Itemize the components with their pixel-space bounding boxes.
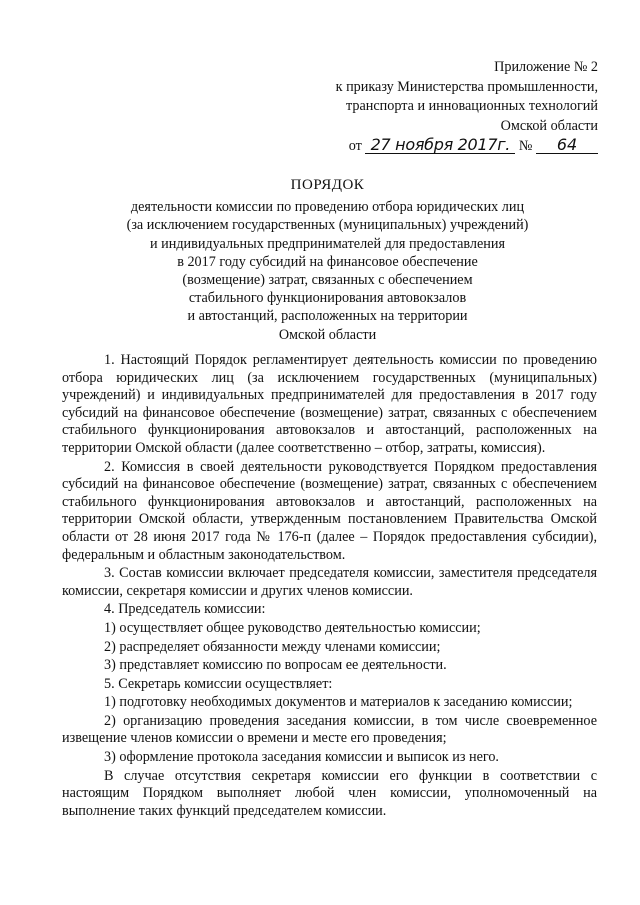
document-body <box>62 352 597 820</box>
title-line: деятельности комиссии по проведению отбора юридических лиц <box>130 199 525 216</box>
number-prefix: № <box>518 138 533 154</box>
appendix-order-ref: к приказу Министерства промышленности, <box>335 78 598 95</box>
paragraph-1: 1. Настоящий Порядок регламентирует деятельность комиссии по проведению отбора юридических лиц (за исключением государственных (муниципальных) учреждений) и индивидуальных предпринимателей для предоставления в 2017 году субсидий на финансовое обеспечение (возмещение) затрат, связанных с обеспечением стабильного функционирования автовокзалов и автостанций, расположенных на территории Омской области (далее соответственно – отбор, затраты, комиссия). <box>62 352 597 456</box>
paragraph-absence: В случае отсутствия секретаря комиссии его функции в соответствии с настоящим Порядком выполняет любой член комиссии, уполномоченный на выполнение таких функций председателем комиссии. <box>62 767 597 819</box>
list-item: 3) представляет комиссию по вопросам ее деятельности. <box>104 657 447 674</box>
title-line: и автостанций, расположенных на территории <box>187 308 468 325</box>
appendix-block <box>300 58 598 157</box>
handwritten-number: 64 <box>536 136 598 154</box>
paragraph-3: 3. Состав комиссии включает председателя комиссии, заместителя председателя комиссии, секретаря комиссии и других членов комиссии. <box>62 565 597 599</box>
list-item: 2) распределяет обязанности между членами комиссии; <box>104 638 441 655</box>
title-line: и индивидуальных предпринимателей для предоставления <box>150 235 505 252</box>
list-item: 2) организацию проведения заседания комиссии, в том числе своевременное извещение членов комиссии о времени и месте его проведения; <box>62 712 597 747</box>
appendix-region: Омской области <box>500 117 598 134</box>
document-title <box>60 176 595 344</box>
list-item: 3) оформление протокола заседания комиссии и выписок из него. <box>104 749 499 766</box>
handwritten-date: 27 ноября 2017г. <box>365 136 515 154</box>
paragraph-2: 2. Комиссия в своей деятельности руководствуется Порядком предоставления субсидий на финансовое обеспечение (возмещение) затрат, связанных с обеспечением стабильного функционирования автовокзалов и автостанций, расположенных на территории Омской области, утвержденным постановлением Правительства Омской области от 28 июня 2017 года № 176-п (далее – Порядок предоставления субсидии), федеральным и областным законодательством. <box>62 458 597 563</box>
title-line: (за исключением государственных (муниципальных) учреждений) <box>126 217 529 234</box>
date-prefix: от <box>348 138 362 154</box>
title-line: в 2017 году субсидий на финансовое обеспечение <box>177 253 478 270</box>
appendix-number: Приложение № 2 <box>494 59 598 75</box>
title-line: (возмещение) затрат, связанных с обеспечением <box>182 272 473 289</box>
paragraph-4: 4. Председатель комиссии: <box>104 601 266 618</box>
title-line: стабильного функционирования автовокзалов <box>188 290 467 307</box>
appendix-date-number-line <box>300 136 598 157</box>
list-item: 1) осуществляет общее руководство деятельностью комиссии; <box>104 619 481 636</box>
appendix-ministry: транспорта и инновационных технологий <box>345 98 598 114</box>
paragraph-5: 5. Секретарь комиссии осуществляет: <box>104 675 333 692</box>
title-line: Омской области <box>278 326 377 343</box>
title-heading: ПОРЯДОК <box>290 177 365 193</box>
list-item: 1) подготовку необходимых документов и материалов к заседанию комиссии; <box>104 694 573 711</box>
